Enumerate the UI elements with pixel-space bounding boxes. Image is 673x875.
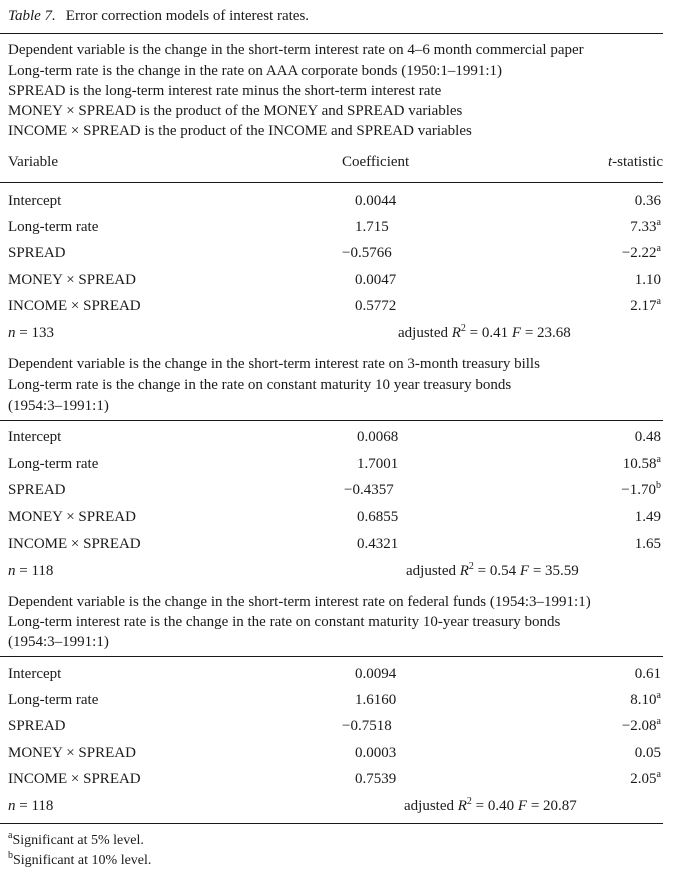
sample-size: n = 133 — [8, 325, 54, 341]
table-row-variable: INCOME × SPREAD — [8, 298, 141, 314]
table-row-t: 0.48 — [634, 429, 661, 445]
header-t-statistic: t-statistic — [608, 154, 663, 170]
table-row-t: 7.33$^a$ — [630, 217, 661, 235]
table-row-t: 2.17$^a$ — [630, 296, 661, 314]
table-label: Table 7. — [8, 8, 56, 24]
fit-statistics: adjusted $R^2 = 0.54$ F = 35.59 — [406, 561, 579, 579]
header-variable: Variable — [8, 154, 58, 170]
model-description: Dependent variable is the change in the short-term interest rate on 3-month treasury bills — [8, 356, 540, 372]
intro-line: INCOME × SPREAD is the product of the INCOME and SPREAD variables — [8, 123, 472, 139]
model-description: Long-term interest rate is the change in the rate on constant maturity 10-year treasury bonds — [8, 614, 561, 630]
table-row-variable: Long-term rate — [8, 456, 99, 472]
sample-size: n = 118 — [8, 563, 54, 579]
table-row-variable: Intercept — [8, 666, 62, 682]
intro-line: MONEY × SPREAD is the product of the MONEY and SPREAD variables — [8, 103, 463, 119]
table-row-variable: MONEY × SPREAD — [8, 272, 136, 288]
table-row-coefficient: 1.6160 — [355, 692, 397, 708]
table-row-variable: Intercept — [8, 429, 62, 445]
sample-size: n = 118 — [8, 798, 54, 814]
intro-line: Dependent variable is the change in the short-term interest rate on 4–6 month commercial paper — [8, 42, 584, 58]
table-row-coefficient: 0.0003 — [355, 745, 397, 761]
model-description: (1954:3–1991:1) — [8, 634, 109, 650]
table-row-coefficient: −0.5766 — [342, 245, 392, 261]
table-row-coefficient: 0.7539 — [355, 771, 397, 787]
table-row-t: 2.05$^a$ — [630, 769, 661, 787]
bottom-rule — [0, 823, 663, 824]
table-row-coefficient: 0.6855 — [357, 509, 399, 525]
table-row-coefficient: 0.0068 — [357, 429, 399, 445]
table-row-variable: SPREAD — [8, 718, 66, 734]
table-row-variable: SPREAD — [8, 482, 66, 498]
header-coefficient: Coefficient — [342, 154, 410, 170]
table-row-t: −2.08$^a$ — [621, 716, 661, 734]
table-row-variable: INCOME × SPREAD — [8, 771, 141, 787]
table-row-coefficient: 0.0044 — [355, 193, 397, 209]
section-rule — [0, 656, 663, 657]
table-row-coefficient: 0.4321 — [357, 536, 399, 552]
section-rule — [0, 420, 663, 421]
table-row-coefficient: 0.5772 — [355, 298, 397, 314]
fit-statistics: adjusted $R^2 = 0.40$ F = 20.87 — [404, 796, 577, 814]
table-row-coefficient: 0.0094 — [355, 666, 397, 682]
table-title — [8, 6, 309, 26]
model-description: (1954:3–1991:1) — [8, 398, 109, 414]
table-row-t: 0.05 — [634, 745, 661, 761]
intro-line: Long-term rate is the change in the rate on AAA corporate bonds (1950:1–1991:1) — [8, 63, 503, 79]
intro-line: SPREAD is the long-term interest rate minus the short-term interest rate — [8, 83, 442, 99]
table-row-variable: Long-term rate — [8, 692, 99, 708]
footnote: $^a$Significant at 5% level. — [8, 830, 144, 848]
model-description: Long-term rate is the change in the rate on constant maturity 10 year treasury bonds — [8, 377, 512, 393]
table-row-variable: Intercept — [8, 193, 62, 209]
table-row-variable: Long-term rate — [8, 219, 99, 235]
table-row-coefficient: −0.7518 — [342, 718, 392, 734]
table-row-t: 1.10 — [634, 272, 661, 288]
table-row-variable: MONEY × SPREAD — [8, 509, 136, 525]
table-caption: Error correction models of interest rates. — [65, 8, 310, 24]
table-row-t: 8.10$^a$ — [630, 690, 661, 708]
table-row-t: 1.49 — [634, 509, 661, 525]
table-row-variable: INCOME × SPREAD — [8, 536, 141, 552]
fit-statistics: adjusted $R^2 = 0.41$ F = 23.68 — [398, 323, 571, 341]
top-rule — [0, 33, 663, 34]
table-row-t: 0.61 — [634, 666, 661, 682]
table-row-coefficient: 0.0047 — [355, 272, 397, 288]
table-row-variable: SPREAD — [8, 245, 66, 261]
table-row-t: −1.70$^b$ — [621, 480, 661, 498]
table-row-t: 0.36 — [634, 193, 661, 209]
table-row-t: −2.22$^a$ — [621, 243, 661, 261]
footnote: $^b$Significant at 10% level. — [8, 850, 152, 868]
header-rule — [0, 182, 663, 183]
table-row-coefficient: 1.7001 — [357, 456, 399, 472]
model-description: Dependent variable is the change in the short-term interest rate on federal funds (1954:3–1991:1) — [8, 594, 591, 610]
table-row-variable: MONEY × SPREAD — [8, 745, 136, 761]
table-row-coefficient: −0.4357 — [344, 482, 394, 498]
table-row-coefficient: 1.715 — [355, 219, 389, 235]
table-row-t: 10.58$^a$ — [622, 454, 661, 472]
table-row-t: 1.65 — [634, 536, 661, 552]
